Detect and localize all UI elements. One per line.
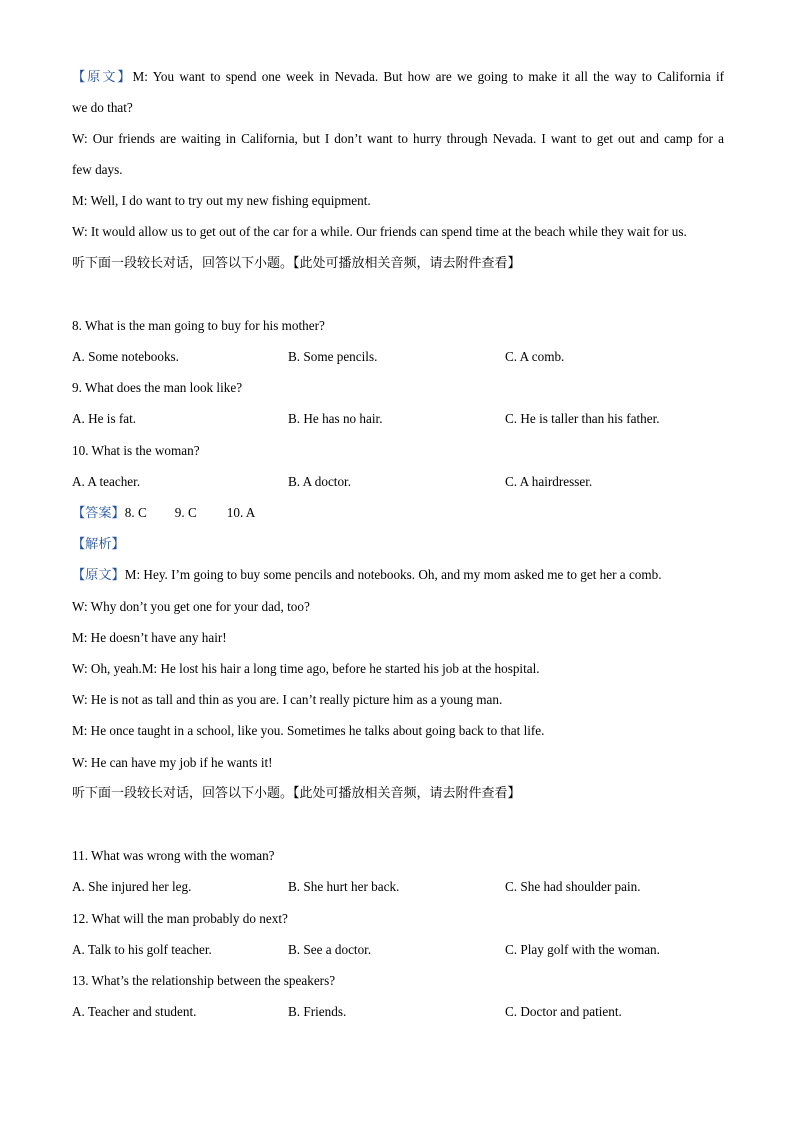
answer-item-9: 9. C — [174, 505, 197, 520]
question-12: 12. What will the man probably do next? — [72, 911, 288, 926]
q8-option-a: A. Some notebooks. — [72, 349, 179, 364]
q9-option-a: A. He is fat. — [72, 411, 137, 426]
q9-option-c: C. He is taller than his father. — [505, 411, 660, 426]
q8-option-b: B. Some pencils. — [288, 349, 378, 364]
passage2-tag: 【原文】 — [72, 567, 125, 582]
q12-option-b: B. See a doctor. — [288, 942, 372, 957]
answer-tag: 【答案】 — [72, 505, 125, 520]
q11-option-a: A. She injured her leg. — [72, 879, 192, 894]
answer-line — [72, 504, 724, 522]
passage1-line-3: W: Our friends are waiting in California, but I don’t want to hurry through Nevada. I want to get out and camp for a — [72, 131, 724, 146]
question-10: 10. What is the woman? — [72, 443, 200, 458]
q9-option-b: B. He has no hair. — [288, 411, 383, 426]
passage1-line-5: M: Well, I do want to try out my new fishing equipment. — [72, 193, 371, 208]
answer-item-8: 8. C — [124, 505, 147, 520]
passage1-line-1 — [72, 68, 724, 86]
q13-option-a: A. Teacher and student. — [72, 1004, 197, 1019]
passage2-line-1 — [72, 566, 724, 584]
question-11: 11. What was wrong with the woman? — [72, 848, 275, 863]
q11-option-c: C. She had shoulder pain. — [505, 879, 641, 894]
answer-item-10: 10. A — [226, 505, 256, 520]
passage2-line-6: M: He once taught in a school, like you. Sometimes he talks about going back to that life. — [72, 723, 545, 738]
passage1-line-2: we do that? — [72, 100, 133, 115]
passage1-line-6: W: It would allow us to get out of the car for a while. Our friends can spend time at the beach while they wait for us. — [72, 224, 687, 239]
question-9: 9. What does the man look like? — [72, 380, 243, 395]
q8-option-c: C. A comb. — [505, 349, 565, 364]
q10-option-b: B. A doctor. — [288, 474, 352, 489]
question-8: 8. What is the man going to buy for his mother? — [72, 318, 325, 333]
q10-option-c: C. A hairdresser. — [505, 474, 593, 489]
question-13: 13. What’s the relationship between the speakers? — [72, 973, 336, 988]
passage1-text-1: M: You want to spend one week in Nevada. But how are we going to make it all the way to California if — [132, 69, 725, 84]
q13-option-c: C. Doctor and patient. — [505, 1004, 622, 1019]
passage2-text-1: M: Hey. I’m going to buy some pencils and notebooks. Oh, and my mom asked me to get her a comb. — [124, 567, 662, 582]
passage1-line-4: few days. — [72, 162, 123, 177]
q13-option-b: B. Friends. — [288, 1004, 347, 1019]
passage1-tag: 【原文】 — [72, 69, 133, 84]
passage2-line-3: M: He doesn’t have any hair! — [72, 630, 227, 645]
passage2-line-4: W: Oh, yeah.M: He lost his hair a long time ago, before he started his job at the hospital. — [72, 661, 540, 676]
q11-option-b: B. She hurt her back. — [288, 879, 400, 894]
q12-option-c: C. Play golf with the woman. — [505, 942, 660, 957]
passage2-line-5: W: He is not as tall and thin as you are. I can’t really picture him as a young man. — [72, 692, 503, 707]
passage2-line-2: W: Why don’t you get one for your dad, too? — [72, 599, 310, 614]
q12-option-a: A. Talk to his golf teacher. — [72, 942, 212, 957]
analysis-line — [72, 535, 724, 553]
audio-notice-2: 听下面一段较长对话，回答以下小题。【此处可播放相关音频，请去附件查看】 — [72, 786, 521, 801]
audio-notice-1: 听下面一段较长对话，回答以下小题。【此处可播放相关音频，请去附件查看】 — [72, 256, 521, 271]
analysis-tag: 【解析】 — [72, 536, 125, 551]
passage2-line-7: W: He can have my job if he wants it! — [72, 755, 273, 770]
q10-option-a: A. A teacher. — [72, 474, 141, 489]
